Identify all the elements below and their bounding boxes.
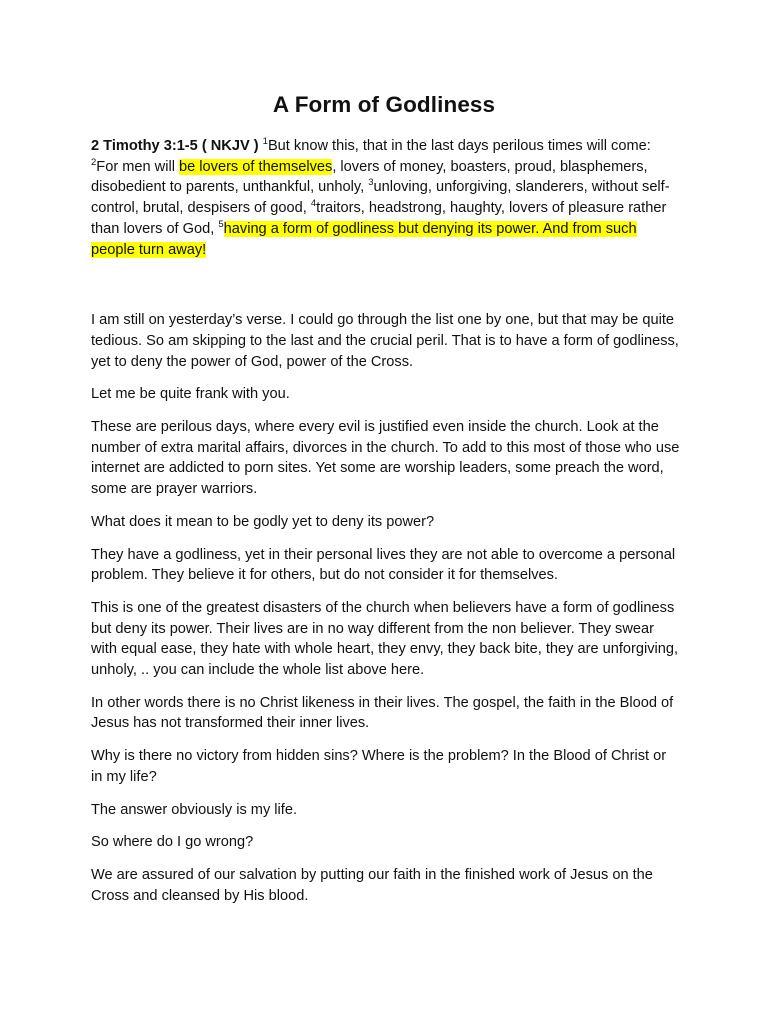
paragraph: I am still on yesterday’s verse. I could go through the list one by one, but that may be quite tedious. So am skipping to the last and the crucial peril. That is to have a form of godliness, yet to deny the power of God, power of the Cross. <box>91 312 679 370</box>
verse-text: unloving, unforgiving, slanderers, without self-control, brutal, despisers of good, <box>91 179 670 217</box>
highlighted-text: having a form of godliness but denying its power. And from such people turn away! <box>91 220 637 258</box>
paragraph: This is one of the greatest disasters of the church when believers have a form of godliness but deny its power. Their lives are in no way different from the non believer. They swear with equal ease, they hate with whole heart, they envy, they back bite, they are unforgiving, unholy, .. you can include the whole list above here. <box>91 599 679 679</box>
highlighted-text: be lovers of themselves <box>179 158 333 175</box>
paragraph: These are perilous days, where every evil is justified even inside the church. Look at the number of extra marital affairs, divorces in the church. To add to this most of those who use internet are addicted to porn sites. Yet some are worship leaders, some preach the word, some are prayer warriors. <box>91 419 680 498</box>
scripture-passage <box>91 136 681 260</box>
scripture-reference: 2 Timothy 3:1-5 ( NKJV ) <box>91 138 259 154</box>
verse-number: 5 <box>218 218 224 230</box>
paragraph: The answer obviously is my life. <box>91 801 298 818</box>
verse-number: 1 <box>262 136 268 147</box>
paragraph: What does it mean to be godly yet to deny its power? <box>91 513 435 530</box>
page-title: A Form of Godliness <box>272 92 496 117</box>
verse-number: 2 <box>91 156 97 168</box>
verse-text: , lovers of money, boasters, proud, blasphemers, disobedient to parents, unthankful, unholy, <box>91 158 648 196</box>
document-body <box>91 136 681 918</box>
verse-text: traitors, headstrong, haughty, lovers of pleasure rather than lovers of God, <box>91 200 667 237</box>
verse-number: 4 <box>310 198 317 210</box>
verse-text: But know this, that in the last days perilous times will come: <box>267 138 651 154</box>
paragraph: Why is there no victory from hidden sins? Where is the problem? In the Blood of Christ or in my life? <box>91 748 667 785</box>
verse-text: For men will <box>96 158 180 175</box>
paragraph: In other words there is no Christ likeness in their lives. The gospel, the faith in the Blood of Jesus has not transformed their inner lives. <box>91 694 674 732</box>
paragraph: They have a godliness, yet in their personal lives they are not able to overcome a personal problem. They believe it for others, but do not consider it for themselves. <box>91 546 676 584</box>
paragraph: Let me be quite frank with you. <box>91 386 290 403</box>
verse-number: 3 <box>368 177 374 189</box>
paragraph: We are assured of our salvation by putting our faith in the finished work of Jesus on the Cross and cleansed by His blood. <box>91 866 653 904</box>
paragraph: So where do I go wrong? <box>91 834 254 851</box>
